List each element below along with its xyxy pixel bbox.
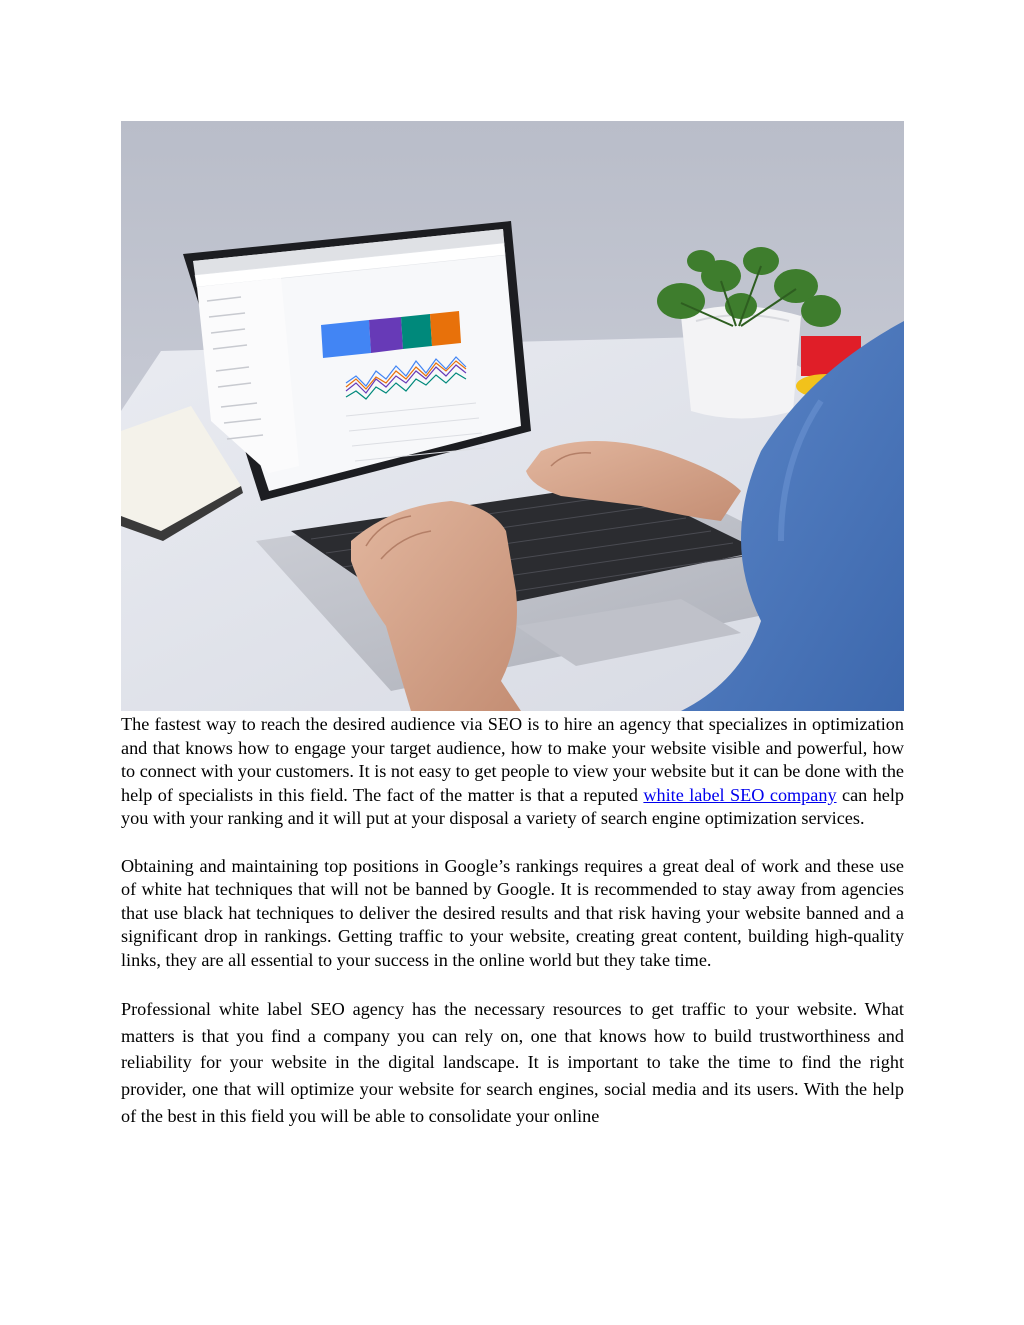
- paragraph-1-text-b: can help you with your ranking and it will put at your disposal a variety of search engine optimization services.: [121, 784, 905, 829]
- paragraph-1: [121, 713, 904, 831]
- paragraph-1-text-a: The fastest way to reach the desired audience via SEO is to hire an agency that specializes in optimization and that knows how to engage your target audience, how to make your website visible and powerful, how to connect with your customers. It is not easy to get people to view your website but it can be done with the help of specialists in this field. The fact of the matter is that a reputed: [121, 714, 904, 805]
- document-page: [121, 121, 904, 1153]
- white-label-seo-link[interactable]: white label SEO company: [643, 784, 837, 805]
- paragraph-3: Professional white label SEO agency has the necessary resources to get traffic to your website. What matters is that you find a company you can rely on, one that knows how to build trustworthiness and reliability for your website in the digital landscape. It is important to take the time to find the right provider, one that will optimize your website for search engines, social media and its users. With the help of the best in this field you will be able to consolidate your online: [121, 999, 904, 1126]
- laptop-seo-photo: [121, 121, 904, 711]
- article-body: [121, 713, 904, 1129]
- photo-illustration: [121, 121, 904, 711]
- paragraph-2: Obtaining and maintaining top positions in Google’s rankings requires a great deal of work and these use of white hat techniques that will not be banned by Google. It is recommended to stay away from agencies that use black hat techniques to deliver the desired results and that risk having your website banned and a significant drop in rankings. Getting traffic to your website, creating great content, building high-quality links, they are all essential to your success in the online world but they take time.: [121, 855, 904, 970]
